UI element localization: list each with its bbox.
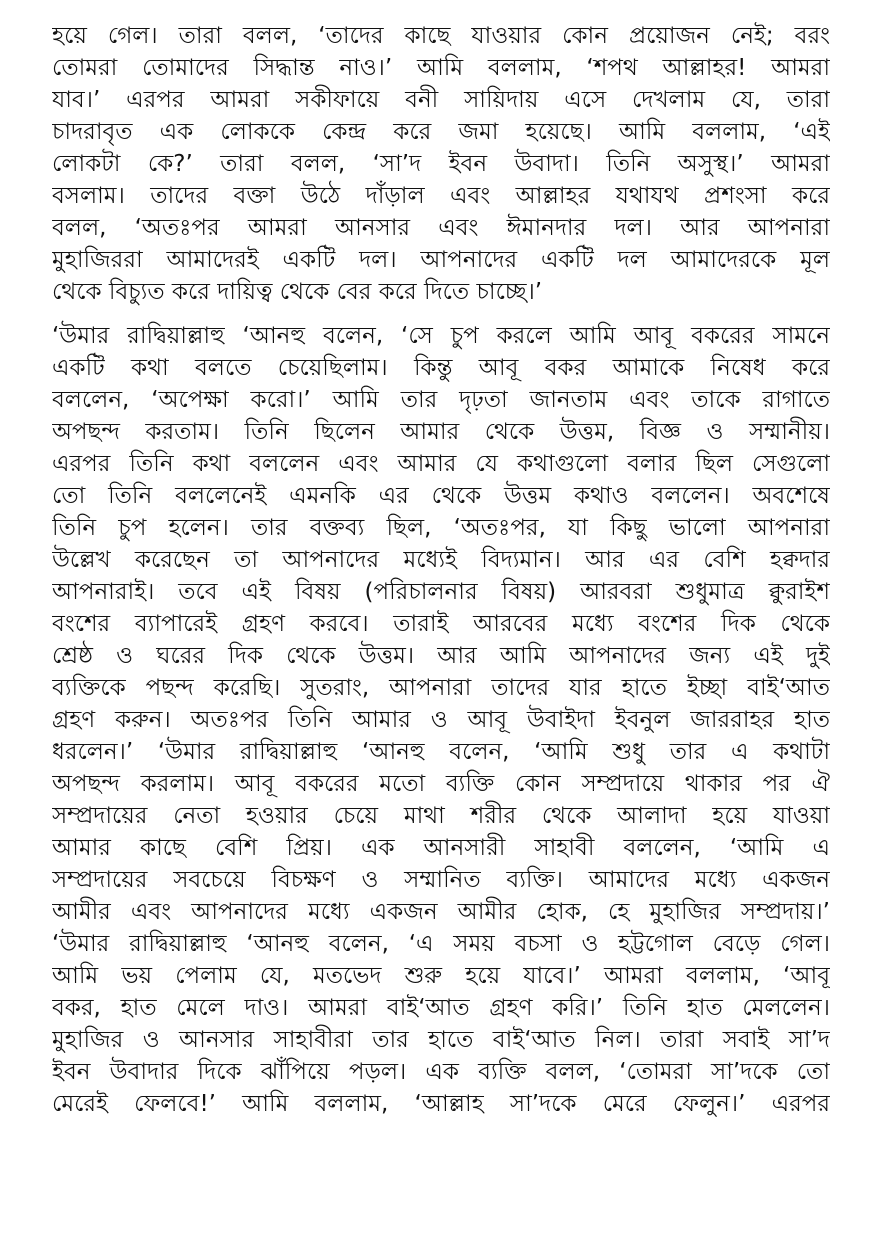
text-line: থেকে বিচ্যুত করে দায়িত্ব থেকে বের করে দিতে চাচ্ছে।’ bbox=[52, 279, 543, 305]
paragraph-1 bbox=[52, 20, 830, 308]
text-line: আপনারাই। তবে এই বিষয় (পরিচালনার বিষয়) আরবরা শুধুমাত্র ক্বুরাইশ bbox=[52, 579, 830, 605]
text-line: তোমরা তোমাদের সিদ্ধান্ত নাও।’ আমি বললাম, ‘শপথ আল্লাহর! আমরা bbox=[52, 55, 830, 81]
text-line: বলল, ‘অতঃপর আমরা আনসার এবং ঈমানদার দল। আর আপনারা bbox=[52, 215, 830, 241]
text-line: চাদরাবৃত এক লোককে কেন্দ্র করে জমা হয়েছে। আমি বললাম, ‘এই bbox=[52, 119, 830, 145]
text-line: সম্প্রদায়ের সবচেয়ে বিচক্ষণ ও সম্মানিত ব্যক্তি। আমাদের মধ্যে একজন bbox=[52, 867, 830, 893]
text-line: উল্লেখ করেছেন তা আপনাদের মধ্যেই বিদ্যমান। আর এর বেশি হক্বদার bbox=[52, 547, 830, 573]
text-line: তিনি চুপ হলেন। তার বক্তব্য ছিল, ‘অতঃপর, যা কিছু ভালো আপনারা bbox=[52, 515, 830, 541]
text-line: বসলাম। তাদের বক্তা উঠে দাঁড়াল এবং আল্লাহর যথাযথ প্রশংসা করে bbox=[52, 183, 830, 209]
text-line: শ্রেষ্ঠ ও ঘরের দিক থেকে উত্তম। আর আমি আপনাদের জন্য এই দুই bbox=[52, 643, 830, 669]
text-line: ইবন উবাদার দিকে ঝাঁপিয়ে পড়ল। এক ব্যক্তি বলল, ‘তোমরা সা’দকে তো bbox=[52, 1059, 830, 1085]
text-line: ব্যক্তিকে পছন্দ করেছি। সুতরাং, আপনারা তাদের যার হাতে ইচ্ছা বাই‘আত bbox=[52, 675, 830, 701]
text-line: তো তিনি বললেনেই এমনকি এর থেকে উত্তম কথাও বললেন। অবশেষে bbox=[52, 483, 830, 509]
paragraph-2 bbox=[52, 320, 830, 1120]
text-line: অপছন্দ করতাম। তিনি ছিলেন আমার থেকে উত্তম, বিজ্ঞ ও সম্মানীয়। bbox=[52, 419, 830, 445]
text-line: সম্প্রদায়ের নেতা হওয়ার চেয়ে মাথা শরীর থেকে আলাদা হয়ে যাওয়া bbox=[52, 803, 830, 829]
text-line: হয়ে গেল। তারা বলল, ‘তাদের কাছে যাওয়ার কোন প্রয়োজন নেই; বরং bbox=[52, 23, 830, 49]
text-line: আমার কাছে বেশি প্রিয়। এক আনসারী সাহাবী বললেন, ‘আমি এ bbox=[52, 835, 830, 861]
text-line: মেরেই ফেলবে!’ আমি বললাম, ‘আল্লাহ সা’দকে মেরে ফেলুন।’ এরপর bbox=[52, 1091, 830, 1117]
text-line: ‘উমার রাদ্বিয়াল্লাহু ‘আনহু বলেন, ‘সে চুপ করলে আমি আবূ বকরের সামনে bbox=[52, 323, 830, 349]
text-line: আমি ভয় পেলাম যে, মতভেদ শুরু হয়ে যাবে।’ আমরা বললাম, ‘আবূ bbox=[52, 963, 830, 989]
text-line: বকর, হাত মেলে দাও। আমরা বাই‘আত গ্রহণ করি।’ তিনি হাত মেললেন। bbox=[52, 995, 830, 1021]
text-line: আমীর এবং আপনাদের মধ্যে একজন আমীর হোক, হে মুহাজির সম্প্রদায়।’ bbox=[52, 899, 830, 925]
text-line: লোকটা কে?’ তারা বলল, ‘সা’দ ইবন উবাদা। তিনি অসুস্থ।’ আমরা bbox=[52, 151, 830, 177]
text-line: একটি কথা বলতে চেয়েছিলাম। কিন্তু আবূ বকর আমাকে নিষেধ করে bbox=[52, 355, 830, 381]
text-line: এরপর তিনি কথা বললেন এবং আমার যে কথাগুলো বলার ছিল সেগুলো bbox=[52, 451, 830, 477]
text-line: অপছন্দ করলাম। আবূ বকরের মতো ব্যক্তি কোন সম্প্রদায়ে থাকার পর ঐ bbox=[52, 771, 830, 797]
text-line: যাব।’ এরপর আমরা সকীফায়ে বনী সায়িদায় এসে দেখলাম যে, তারা bbox=[52, 87, 830, 113]
text-line: মুহাজির ও আনসার সাহাবীরা তার হাতে বাই‘আত নিল। তারা সবাই সা’দ bbox=[52, 1027, 830, 1053]
text-line: বললেন, ‘অপেক্ষা করো।’ আমি তার দৃঢ়তা জানতাম এবং তাকে রাগাতে bbox=[52, 387, 830, 413]
text-line: গ্রহণ করুন। অতঃপর তিনি আমার ও আবূ উবাইদা ইবনুল জাররাহর হাত bbox=[52, 707, 830, 733]
text-line: ‘উমার রাদ্বিয়াল্লাহু ‘আনহু বলেন, ‘এ সময় বচসা ও হট্টগোল বেড়ে গেল। bbox=[52, 931, 830, 957]
text-line: বংশের ব্যাপারেই গ্রহণ করবে। তারাই আরবের মধ্যে বংশের দিক থেকে bbox=[52, 611, 830, 637]
text-line: মুহাজিররা আমাদেরই একটি দল। আপনাদের একটি দল আমাদেরকে মূল bbox=[52, 247, 830, 273]
text-line: ধরলেন।’ ‘উমার রাদ্বিয়াল্লাহু ‘আনহু বলেন, ‘আমি শুধু তার এ কথাটা bbox=[52, 739, 830, 765]
